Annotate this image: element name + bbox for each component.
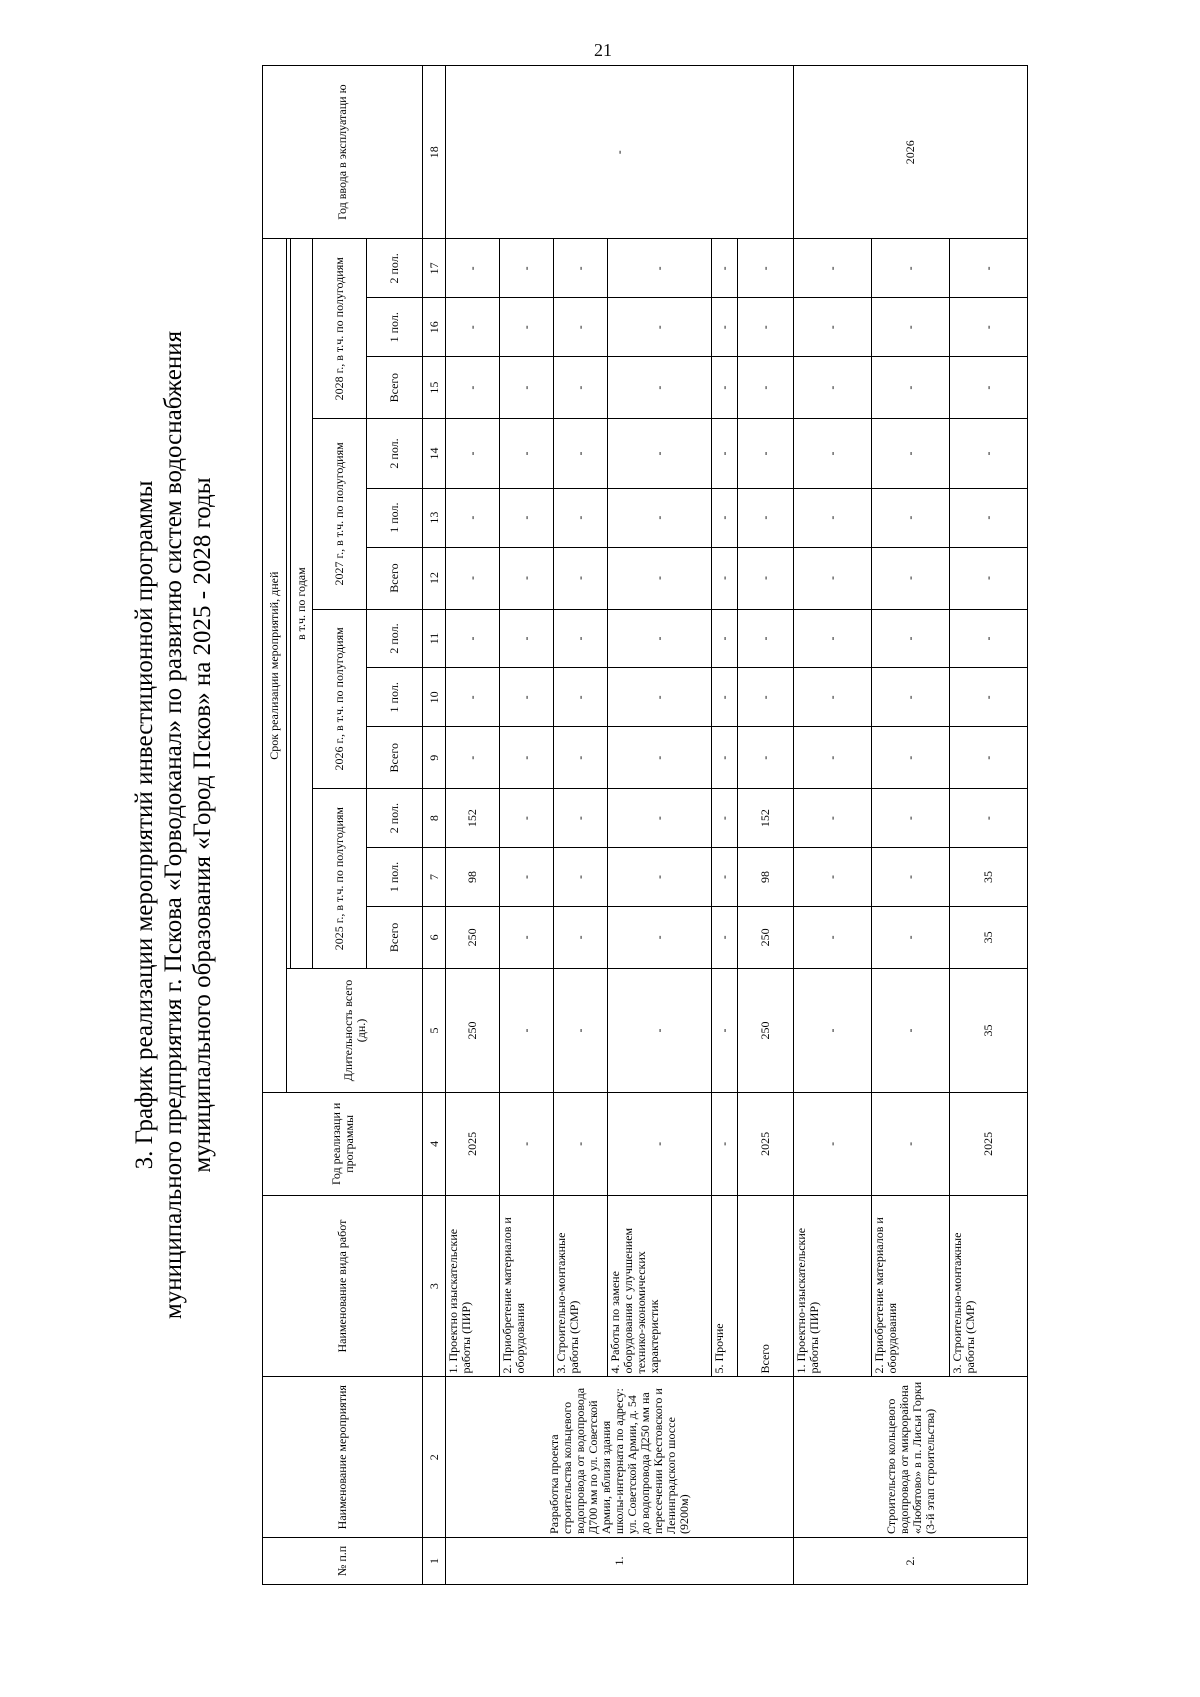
value-cell: - bbox=[872, 547, 950, 609]
value-cell: - bbox=[554, 488, 608, 547]
header-2027-half1: 1 пол. bbox=[367, 488, 423, 547]
value-cell: - bbox=[500, 789, 554, 848]
column-number: 7 bbox=[423, 848, 446, 907]
value-cell: - bbox=[794, 1093, 872, 1196]
value-cell: - bbox=[712, 357, 738, 419]
value-cell: - bbox=[872, 1093, 950, 1196]
header-work-type: Наименование вида работ bbox=[263, 1195, 423, 1377]
column-number: 15 bbox=[423, 357, 446, 419]
value-cell: - bbox=[554, 357, 608, 419]
value-cell: - bbox=[608, 609, 712, 668]
header-2026-half2: 2 пол. bbox=[367, 609, 423, 668]
value-cell: - bbox=[738, 239, 794, 298]
value-cell: - bbox=[446, 727, 500, 789]
value-cell: - bbox=[500, 298, 554, 357]
value-cell: - bbox=[712, 906, 738, 968]
value-cell: - bbox=[950, 547, 1028, 609]
column-number: 8 bbox=[423, 789, 446, 848]
value-cell: - bbox=[500, 906, 554, 968]
value-cell: - bbox=[712, 298, 738, 357]
value-cell: - bbox=[500, 547, 554, 609]
value-cell: - bbox=[500, 668, 554, 727]
table-row bbox=[446, 66, 500, 1585]
value-cell: - bbox=[500, 727, 554, 789]
column-number: 5 bbox=[423, 968, 446, 1092]
value-cell: - bbox=[608, 789, 712, 848]
value-cell: - bbox=[712, 488, 738, 547]
value-cell: 35 bbox=[950, 848, 1028, 907]
value-cell: - bbox=[554, 239, 608, 298]
value-cell: - bbox=[738, 668, 794, 727]
header-year-impl: Год реализаци и программы bbox=[263, 1093, 423, 1196]
value-cell: - bbox=[738, 419, 794, 489]
value-cell: - bbox=[712, 239, 738, 298]
title-line-2: муниципального предприятия г. Пскова «Горводоканал» по развитию систем водоснабжения bbox=[160, 330, 187, 1320]
value-cell: - bbox=[950, 727, 1028, 789]
header-2026-half1: 1 пол. bbox=[367, 668, 423, 727]
value-cell: - bbox=[738, 609, 794, 668]
value-cell: - bbox=[794, 298, 872, 357]
value-cell: - bbox=[500, 239, 554, 298]
table-row bbox=[738, 66, 794, 1585]
schedule-table bbox=[262, 65, 1028, 1585]
column-number: 2 bbox=[423, 1377, 446, 1537]
table-row bbox=[554, 66, 608, 1585]
value-cell: - bbox=[712, 848, 738, 907]
value-cell: 152 bbox=[446, 789, 500, 848]
work-type-cell: 2. Приобретение материалов и оборудования bbox=[500, 1195, 554, 1377]
column-number: 17 bbox=[423, 239, 446, 298]
work-type-cell: 5. Прочие bbox=[712, 1195, 738, 1377]
page-number: 21 bbox=[594, 40, 612, 60]
value-cell: - bbox=[950, 239, 1028, 298]
value-cell: - bbox=[554, 968, 608, 1092]
value-cell: - bbox=[872, 298, 950, 357]
header-year-2025: 2025 г., в т.ч. по полугодиям bbox=[313, 789, 367, 969]
value-cell: - bbox=[500, 488, 554, 547]
column-number: 4 bbox=[423, 1093, 446, 1196]
value-cell: - bbox=[446, 488, 500, 547]
value-cell: - bbox=[950, 298, 1028, 357]
value-cell: - bbox=[794, 488, 872, 547]
value-cell: - bbox=[712, 419, 738, 489]
value-cell: - bbox=[554, 419, 608, 489]
work-type-cell: 2. Приобретение материалов и оборудования bbox=[872, 1195, 950, 1377]
table-row bbox=[950, 66, 1028, 1585]
value-cell: - bbox=[608, 419, 712, 489]
value-cell: - bbox=[608, 547, 712, 609]
value-cell: - bbox=[794, 668, 872, 727]
header-by-years: в т.ч. по годам bbox=[291, 239, 313, 969]
value-cell: - bbox=[500, 609, 554, 668]
value-cell: 35 bbox=[950, 906, 1028, 968]
work-type-cell: 3. Строительно-монтажные работы (СМР) bbox=[554, 1195, 608, 1377]
value-cell: - bbox=[554, 906, 608, 968]
title-line-3: муниципального образования «Город Псков» на 2025 - 2028 годы bbox=[189, 477, 216, 1173]
table-row bbox=[500, 66, 554, 1585]
column-number: 10 bbox=[423, 668, 446, 727]
work-type-cell: 1. Проектно-изыскательские работы (ПИР) bbox=[794, 1195, 872, 1377]
column-number: 1 bbox=[423, 1537, 446, 1584]
value-cell: 250 bbox=[446, 968, 500, 1092]
value-cell: - bbox=[446, 609, 500, 668]
value-cell: - bbox=[794, 239, 872, 298]
value-cell: - bbox=[554, 1093, 608, 1196]
work-type-cell: 1. Проектно изыскательские работы (ПИР) bbox=[446, 1195, 500, 1377]
value-cell: - bbox=[608, 357, 712, 419]
value-cell: - bbox=[872, 488, 950, 547]
title-line-1: 3. График реализации мероприятий инвестиционной программы bbox=[131, 480, 158, 1170]
document-title bbox=[130, 65, 217, 1585]
value-cell: - bbox=[794, 547, 872, 609]
header-year-2027: 2027 г., в т.ч. по полугодиям bbox=[313, 419, 367, 609]
value-cell: - bbox=[446, 668, 500, 727]
value-cell: 2025 bbox=[446, 1093, 500, 1196]
event-number: 1. bbox=[446, 1537, 794, 1584]
value-cell: 2025 bbox=[738, 1093, 794, 1196]
value-cell: - bbox=[872, 848, 950, 907]
value-cell: - bbox=[554, 848, 608, 907]
value-cell: 2025 bbox=[950, 1093, 1028, 1196]
value-cell: - bbox=[712, 727, 738, 789]
header-2028-half1: 1 пол. bbox=[367, 298, 423, 357]
column-number: 3 bbox=[423, 1195, 446, 1377]
column-number: 16 bbox=[423, 298, 446, 357]
commission-year: - bbox=[446, 66, 794, 239]
value-cell: - bbox=[872, 357, 950, 419]
value-cell: - bbox=[872, 906, 950, 968]
events-body bbox=[446, 66, 1028, 1585]
value-cell: - bbox=[794, 727, 872, 789]
value-cell: - bbox=[950, 668, 1028, 727]
value-cell: 35 bbox=[950, 968, 1028, 1092]
column-number: 6 bbox=[423, 906, 446, 968]
rotated-landscape-content bbox=[130, 65, 1170, 1585]
value-cell: - bbox=[872, 789, 950, 848]
header-2027-total: Всего bbox=[367, 547, 423, 609]
value-cell: - bbox=[446, 547, 500, 609]
value-cell: - bbox=[738, 357, 794, 419]
value-cell: 98 bbox=[446, 848, 500, 907]
value-cell: - bbox=[738, 547, 794, 609]
header-2027-half2: 2 пол. bbox=[367, 419, 423, 489]
value-cell: - bbox=[608, 298, 712, 357]
header-term: Срок реализации мероприятий, дней bbox=[263, 239, 287, 1093]
value-cell: - bbox=[500, 968, 554, 1092]
value-cell: - bbox=[794, 357, 872, 419]
value-cell: - bbox=[446, 298, 500, 357]
value-cell: - bbox=[872, 239, 950, 298]
value-cell: - bbox=[554, 298, 608, 357]
value-cell: - bbox=[446, 239, 500, 298]
event-name: Строительство кольцевого водопровода от микрорайона «Любятово» в п. Лисьи Горки (3-й этап строительства) bbox=[794, 1377, 1028, 1537]
work-type-cell: Всего bbox=[738, 1195, 794, 1377]
header-year-2026: 2026 г., в т.ч. по полугодиям bbox=[313, 609, 367, 789]
column-number: 11 bbox=[423, 609, 446, 668]
value-cell: - bbox=[500, 357, 554, 419]
header-2028-half2: 2 пол. bbox=[367, 239, 423, 298]
event-number: 2. bbox=[794, 1537, 1028, 1584]
value-cell: - bbox=[738, 727, 794, 789]
value-cell: - bbox=[738, 488, 794, 547]
value-cell: - bbox=[608, 668, 712, 727]
value-cell: - bbox=[794, 906, 872, 968]
table-row bbox=[608, 66, 712, 1585]
header-year-2028: 2028 г., в т.ч. по полугодиям bbox=[313, 239, 367, 419]
value-cell: - bbox=[872, 727, 950, 789]
value-cell: - bbox=[608, 727, 712, 789]
value-cell: - bbox=[554, 727, 608, 789]
commission-year: 2026 bbox=[794, 66, 1028, 239]
value-cell: 250 bbox=[738, 968, 794, 1092]
header-2025-half2: 2 пол. bbox=[367, 789, 423, 848]
column-number: 13 bbox=[423, 488, 446, 547]
event-name: Разработка проекта строительства кольцевого водопровода от водопровода Д700 мм по ул. Советской Армии, вблизи здания школы-интерната по адресу: ул. Советской Армии, д. 54 до водопровода Д250 мм на пересечении Крестовского и Ленинградского шоссе (9200м) bbox=[446, 1377, 794, 1537]
value-cell: - bbox=[950, 357, 1028, 419]
value-cell: - bbox=[794, 789, 872, 848]
value-cell: - bbox=[608, 1093, 712, 1196]
value-cell: - bbox=[712, 547, 738, 609]
value-cell: - bbox=[712, 668, 738, 727]
header-2026-total: Всего bbox=[367, 727, 423, 789]
value-cell: - bbox=[500, 848, 554, 907]
value-cell: - bbox=[872, 668, 950, 727]
value-cell: - bbox=[608, 968, 712, 1092]
value-cell: - bbox=[554, 789, 608, 848]
value-cell: - bbox=[712, 968, 738, 1092]
value-cell: - bbox=[712, 789, 738, 848]
value-cell: - bbox=[950, 419, 1028, 489]
table-row bbox=[872, 66, 950, 1585]
value-cell: - bbox=[608, 239, 712, 298]
header-num: № п.п bbox=[263, 1537, 423, 1584]
value-cell: - bbox=[872, 419, 950, 489]
value-cell: - bbox=[738, 298, 794, 357]
value-cell: - bbox=[554, 547, 608, 609]
value-cell: - bbox=[608, 906, 712, 968]
work-type-cell: 4. Работы по замене оборудования с улучшением технико-экономических характеристик bbox=[608, 1195, 712, 1377]
header-2028-total: Всего bbox=[367, 357, 423, 419]
value-cell: - bbox=[712, 609, 738, 668]
value-cell: - bbox=[794, 968, 872, 1092]
value-cell: - bbox=[950, 789, 1028, 848]
column-number-row bbox=[423, 66, 446, 1585]
table-row bbox=[712, 66, 738, 1585]
value-cell: 250 bbox=[446, 906, 500, 968]
value-cell: - bbox=[500, 419, 554, 489]
column-number: 18 bbox=[423, 66, 446, 239]
column-number: 12 bbox=[423, 547, 446, 609]
value-cell: - bbox=[446, 419, 500, 489]
value-cell: 98 bbox=[738, 848, 794, 907]
value-cell: - bbox=[554, 668, 608, 727]
value-cell: - bbox=[794, 419, 872, 489]
value-cell: - bbox=[794, 609, 872, 668]
value-cell: - bbox=[446, 357, 500, 419]
header-2025-total: Всего bbox=[367, 906, 423, 968]
value-cell: 250 bbox=[738, 906, 794, 968]
work-type-cell: 3. Строительно-монтажные работы (СМР) bbox=[950, 1195, 1028, 1377]
value-cell: - bbox=[500, 1093, 554, 1196]
header-event-name: Наименование мероприятия bbox=[263, 1377, 423, 1537]
header-year-commission: Год ввода в эксплуатаци ю bbox=[263, 66, 423, 239]
value-cell: - bbox=[872, 609, 950, 668]
column-number: 9 bbox=[423, 727, 446, 789]
table-row bbox=[794, 66, 872, 1585]
value-cell: - bbox=[608, 488, 712, 547]
header-2025-half1: 1 пол. bbox=[367, 848, 423, 907]
value-cell: - bbox=[608, 848, 712, 907]
value-cell: - bbox=[950, 609, 1028, 668]
value-cell: 152 bbox=[738, 789, 794, 848]
header-duration: Длительность всего (дн.) bbox=[287, 968, 423, 1092]
value-cell: - bbox=[794, 848, 872, 907]
value-cell: - bbox=[712, 1093, 738, 1196]
value-cell: - bbox=[950, 488, 1028, 547]
value-cell: - bbox=[554, 609, 608, 668]
column-number: 14 bbox=[423, 419, 446, 489]
value-cell: - bbox=[872, 968, 950, 1092]
